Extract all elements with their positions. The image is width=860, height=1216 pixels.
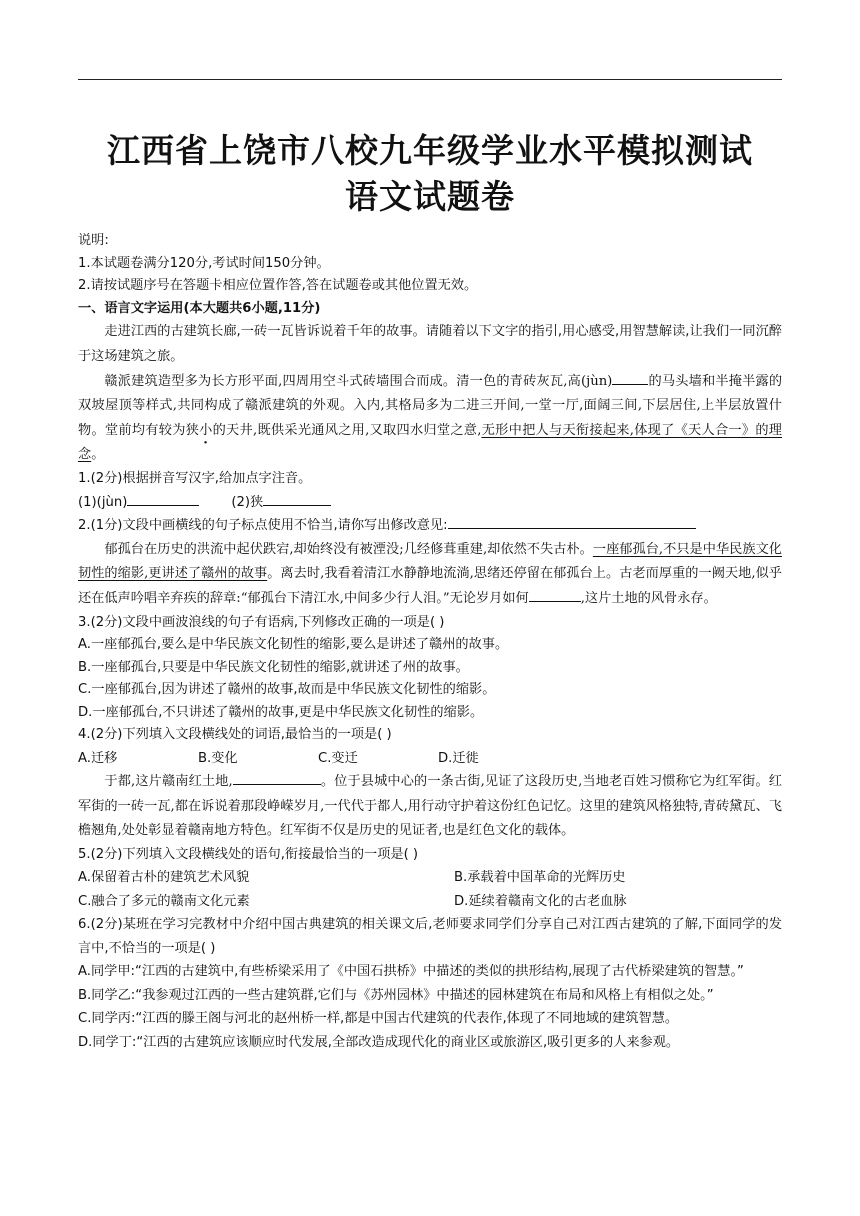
option[interactable]: B.一座郁孤台,只要是中华民族文化韧性的缩影,就讲述了州的故事。 [78,659,469,675]
instruction-item: 2.请按试题序号在答题卡相应位置作答,答在试题卷或其他位置无效。 [78,278,478,294]
option[interactable]: A.同学甲:“江西的古建筑中,有些桥梁采用了《中国石拱桥》中描述的类似的拱形结构,展现了古代桥梁建筑的智慧。” [78,964,744,980]
question-4-options [78,747,782,770]
option[interactable]: C.变迁 [318,751,358,767]
answer-blank[interactable] [529,587,581,602]
option[interactable]: A.保留着古朴的建筑艺术风貌 [78,870,250,886]
option[interactable]: C.融合了多元的赣南文化元素 [78,893,250,909]
dotted-char: 狭 [185,422,200,438]
question-5: 5.(2分)下列填入文段横线处的语句,衔接最恰当的一项是( ) [78,846,419,862]
answer-blank[interactable] [233,770,321,785]
option[interactable]: D.迁徙 [438,751,479,767]
question-4: 4.(2分)下列填入文段横线处的词语,最恰当的一项是( ) [78,727,392,743]
passage-red-army-street: 于都,这片赣南红土地, 。位于县城中心的一条古街,见证了这段历史,当地老百姓习惯称它为红军街。红军街的一砖一瓦,都在诉说着那段峥嵘岁月,一代代于都人,用行动守护着这份红色记忆。这里的建筑风格独特,青砖黛瓦、飞檐翘角,处处彰显着赣南地方特色。红军街不仅是历史的见证者,也是红色文化的载体。 [78,770,782,844]
option[interactable]: A.一座郁孤台,要么是中华民族文化韧性的缩影,要么是讲述了赣州的故事。 [78,637,509,653]
passage-gan-architecture: 赣派建筑造型多为长方形平面,四周用空斗式砖墙围合而成。清一色的青砖灰瓦,高(jùn) 的马头墙和半掩半露的双坡屋顶等样式,共同构成了赣派建筑的外观。入内,其格局多为二进三开间,一堂一厅,面阔三间,下层居住,上半层放置什物。堂前均有较为狭小的天井,既供采光通风之用,又取四水归堂之意,无形中把人与天衔接起来,体现了《天人合一》的理念。 [78,370,782,468]
option[interactable]: B.变化 [198,751,238,767]
header-rule [78,79,782,80]
option[interactable]: D.同学丁:“江西的古建筑应该顺应时代发展,全部改造成现代化的商业区或旅游区,吸引更多的人来参观。 [78,1034,680,1050]
option[interactable]: C.同学丙:“江西的滕王阁与河北的赵州桥一样,都是中国古代建筑的代表作,体现了不同地域的建筑智慧。 [78,1011,679,1027]
page-subtitle: 语文试题卷 [345,177,515,216]
section-intro: 走进江西的古建筑长廊,一砖一瓦皆诉说着千年的故事。请随着以下文字的指引,用心感受,用智慧解读,让我们一同沉醉于这场建筑之旅。 [78,324,782,364]
passage-yugu-tower: 郁孤台在历史的洪流中起伏跌宕,却始终没有被湮没;几经修葺重建,却依然不失古朴。一座郁孤台,不只是中华民族文化韧性的缩影,更讲述了赣州的故事。离去时,我看着清江水静静地流淌,思绪还停留在郁孤台上。古老而厚重的一阙天地,似乎还在低声吟唱辛弃疾的辞章:“郁孤台下清江水,中间多少行人泪。”无论岁月如何 ,这片土地的风骨永存。 [78,541,782,606]
section-heading: 一、语言文字运用(本大题共6小题,11分) [78,300,321,316]
option[interactable]: B.承载着中国革命的光辉历史 [454,870,626,886]
underlined-sentence: 无形中把人与天衔接起来,体现了《天人合一》的理念 [78,422,782,463]
question-1-blanks: (1)(jùn) (2)狭 [78,491,782,515]
option[interactable]: B.同学乙:“我参观过江西的一些古建筑群,它们与《苏州园林》中描述的园林建筑在布局和风格上有相似之处。” [78,987,714,1003]
question-1: 1.(2分)根据拼音写汉字,给加点字注音。 [78,470,312,486]
question-3: 3.(2分)文段中画波浪线的句子有语病,下列修改正确的一项是( ) [78,614,445,630]
page-title: 江西省上饶市八校九年级学业水平模拟测试 [107,131,753,170]
question-6: 6.(2分)某班在学习完教材中介绍中国古典建筑的相关课文后,老师要求同学们分享自己对江西古建筑的了解,下面同学的发言中,不恰当的一项是( ) [78,917,782,956]
wavy-sentence: 一座郁孤台,不只是中华民族文化韧性的缩影,更讲述了赣州的故事 [78,541,782,582]
question-2: 2.(1分)文段中画横线的句子标点使用不恰当,请你写出修改意见: [78,514,782,538]
exam-page [78,128,782,1054]
answer-blank[interactable] [612,370,648,385]
option[interactable]: D.一座郁孤台,不只讲述了赣州的故事,更是中华民族文化韧性的缩影。 [78,704,484,720]
option[interactable]: D.延续着赣南文化的古老血脉 [454,893,627,909]
answer-blank[interactable] [448,514,696,529]
answer-blank[interactable] [263,491,331,506]
instructions-label: 说明: [78,233,109,248]
instruction-item: 1.本试题卷满分120分,考试时间150分钟。 [78,255,330,271]
option[interactable]: A.迁移 [78,751,118,767]
question-5-options [78,866,782,913]
option[interactable]: C.一座郁孤台,因为讲述了赣州的故事,故而是中华民族文化韧性的缩影。 [78,682,496,698]
answer-blank[interactable] [127,491,199,506]
